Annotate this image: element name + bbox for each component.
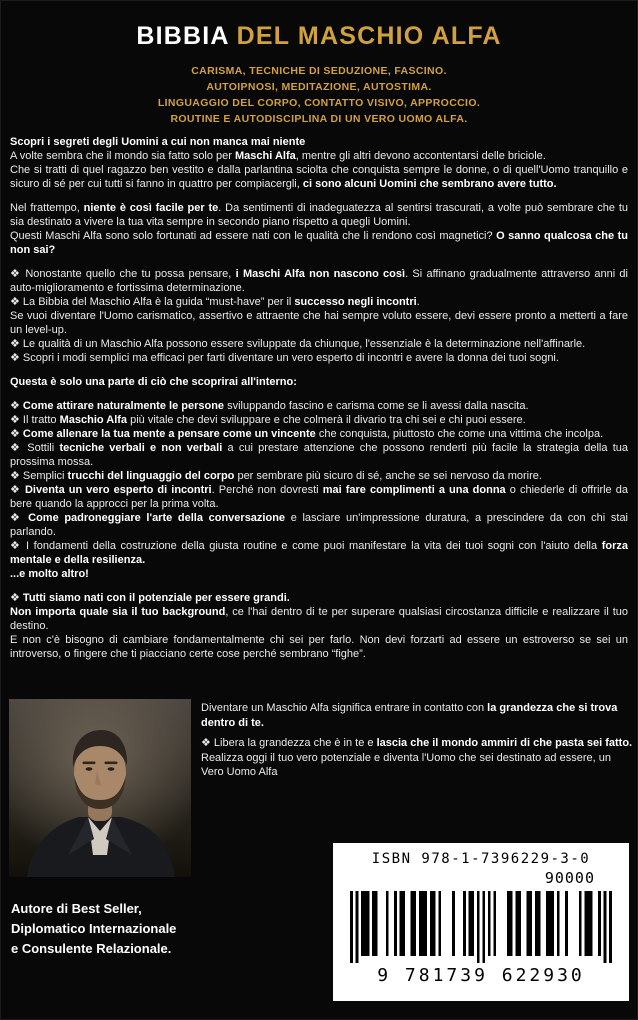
text-segment: ...e molto altro! xyxy=(10,568,89,580)
paragraph xyxy=(10,399,628,413)
paragraph xyxy=(10,511,628,539)
text-segment: Come attirare naturalmente le persone xyxy=(22,400,225,412)
text-segment: ❖ Libera la grandezza che è in te e xyxy=(201,737,377,749)
subtitle-line-3: LINGUAGGIO DEL CORPO, CONTATTO VISIVO, APPROCCIO. xyxy=(157,96,481,109)
paragraph xyxy=(10,539,628,567)
subtitle-line-1: CARISMA, TECNICHE DI SEDUZIONE, FASCINO. xyxy=(191,64,447,77)
price-code-text: 90000 xyxy=(544,869,595,887)
paragraph xyxy=(10,413,628,427)
text-segment: che conquista, piuttosto che come una vittima che incolpa. xyxy=(315,428,604,440)
author-line-3: e Consulente Relazionale. xyxy=(11,941,172,956)
paragraph xyxy=(10,591,628,605)
text-segment: Non importa quale sia il tuo background xyxy=(10,606,226,618)
text-segment: . Perché non dovresti xyxy=(211,484,323,496)
text-segment: lascia che il mondo ammiri di che pasta sei fatto. xyxy=(376,737,633,749)
text-segment: Diventa un vero esperto di incontri xyxy=(24,484,212,496)
book-title-part1: BIBBIA xyxy=(136,22,230,50)
paragraph xyxy=(201,701,633,730)
paragraph xyxy=(10,163,628,191)
text-segment: ❖ xyxy=(10,400,23,412)
text-segment: sviluppando fascino e carisma come se li avessi dalla nascita. xyxy=(224,400,529,412)
text-segment: Realizza oggi il tuo vero potenziale e diventa l'Uomo che sei destinato ad essere, un Vero Uomo Alfa xyxy=(201,751,611,778)
text-segment: più vitale che devi sviluppare e che colmerà il divario tra chi sei e chi puoi essere. xyxy=(127,414,526,426)
text-segment: Come allenare la tua mente a pensare come un vincente xyxy=(22,428,316,440)
text-segment: Diventare un Maschio Alfa significa entrare in contatto con xyxy=(201,702,488,714)
author-line-2: Diplomatico Internazionale xyxy=(11,921,177,936)
text-segment: ❖ La Bibbia del Maschio Alfa è la guida “must-have” per il xyxy=(10,296,295,308)
text-segment: ❖ Le qualità di un Maschio Alfa possono essere sviluppate da chiunque, l'essenziale è la determinazione nell'affinarle. xyxy=(10,338,586,350)
paragraph xyxy=(10,229,628,257)
author-photo xyxy=(9,699,191,877)
subtitle-line-2: AUTOIPNOSI, MEDITAZIONE, AUTOSTIMA. xyxy=(206,80,432,93)
paragraph xyxy=(201,736,633,751)
text-segment: tecniche verbali e non verbali xyxy=(59,442,223,454)
text-segment: i Maschi Alfa non nascono così xyxy=(235,268,406,280)
barcode-box xyxy=(333,843,629,1001)
paragraph xyxy=(10,469,628,483)
isbn-text: ISBN 978-1-7396229-3-0 xyxy=(371,851,591,867)
paragraph xyxy=(10,295,628,309)
paragraph xyxy=(10,351,628,365)
header xyxy=(1,23,637,127)
text-segment: A volte sembra che il mondo sia fatto solo per xyxy=(10,150,236,162)
text-segment: ❖ Scopri i modi semplici ma efficaci per farti diventare un vero esperto di incontri e avere la donna dei tuoi sogni. xyxy=(10,352,559,364)
paragraph xyxy=(10,267,628,295)
book-title xyxy=(1,23,637,51)
text-segment: la grandezza che si trova dentro di te. xyxy=(201,702,618,729)
subtitle-line-4: ROUTINE E AUTODISCIPLINA DI UN VERO UOMO ALFA. xyxy=(170,112,468,125)
text-segment: o chiederle di offrirle da bere quando la approcci per la prima volta. xyxy=(10,484,628,510)
text-segment: trucchi del linguaggio del corpo xyxy=(67,470,235,482)
text-segment: successo negli incontri xyxy=(294,296,417,308)
text-segment: ❖ I fondamenti della costruzione della giusta routine e come puoi manifestare la vita dei tuoi sogni con l'aiuto della xyxy=(10,540,602,552)
text-segment: O sanno qualcosa che tu non sai? xyxy=(10,230,628,256)
barcode-bars xyxy=(350,891,612,963)
paragraph xyxy=(10,149,628,163)
author-line-1: Autore di Best Seller, xyxy=(11,901,142,916)
text-segment: per sembrare più sicuro di sé, anche se sei nervoso da morire. xyxy=(234,470,542,482)
paragraph xyxy=(10,309,628,337)
paragraph xyxy=(10,135,628,149)
text-segment: mai fare complimenti a una donna xyxy=(322,484,506,496)
text-segment: ❖ Semplici xyxy=(10,470,68,482)
text-segment: Come padroneggiare l'arte della conversazione xyxy=(28,512,286,524)
text-segment: ❖ xyxy=(10,512,29,524)
text-segment: ci sono alcuni Uomini che sembrano avere tutto. xyxy=(302,178,557,190)
author-credentials xyxy=(11,899,211,959)
paragraph xyxy=(10,441,628,469)
text-segment: . xyxy=(416,296,420,308)
book-title-part2: DEL MASCHIO ALFA xyxy=(236,22,502,50)
paragraph xyxy=(10,201,628,229)
text-segment: niente è così facile per te xyxy=(83,202,219,214)
text-segment: , ce l'hai dentro di te per superare qualsiasi circostanza difficile e realizzare il tuo destino. xyxy=(10,606,628,632)
text-segment: forza mentale e della resilienza. xyxy=(10,540,628,566)
paragraph xyxy=(201,751,633,780)
text-segment: Maschi Alfa xyxy=(235,150,296,162)
paragraph xyxy=(10,337,628,351)
text-segment: , mentre gli altri devono accontentarsi delle briciole. xyxy=(295,150,546,162)
text-segment: ❖ xyxy=(10,484,25,496)
ean-number-text: 9 781739 622930 xyxy=(377,965,585,986)
text-segment: Questi Maschi Alfa sono solo fortunati ad essere nati con le qualità che li rendono così magnetici? xyxy=(10,230,497,242)
text-segment: ❖ xyxy=(10,428,23,440)
text-segment: ❖ xyxy=(10,592,23,604)
paragraph xyxy=(10,483,628,511)
man-portrait-illustration xyxy=(9,699,191,877)
text-segment: a cui prestare attenzione che possono renderti più facile la strategia della tua prossima mossa. xyxy=(10,442,628,468)
text-segment: ❖ Sottili xyxy=(10,442,60,454)
text-segment: Maschio Alfa xyxy=(59,414,128,426)
paragraph xyxy=(10,567,628,581)
text-segment: e lasciare un'impressione duratura, a prescindere da con chi stai parlando. xyxy=(10,512,628,538)
photo-side-copy xyxy=(201,701,633,780)
text-segment: Nel frattempo, xyxy=(10,202,84,214)
paragraph xyxy=(10,633,628,661)
text-segment: ❖ Il tratto xyxy=(10,414,60,426)
paragraph xyxy=(10,375,628,389)
text-segment: Tutti siamo nati con il potenziale per essere grandi. xyxy=(22,592,290,604)
text-segment: Che si tratti di quel ragazzo ben vestito e dalla parlantina sciolta che conquista sempre le donne, o di quell'Uomo tranquillo e sicuro di sé per cui tutti si fanno in quattro per compiacergli, xyxy=(10,164,628,190)
text-segment: Questa è solo una parte di ciò che scoprirai all'interno: xyxy=(10,376,297,388)
paragraph xyxy=(10,427,628,441)
text-segment: . Si affinano gradualmente attraverso anni di auto-miglioramento e fortissima determinazione. xyxy=(10,268,628,294)
text-segment: Se vuoi diventare l'Uomo carismatico, assertivo e attraente che hai sempre voluto essere, devi essere pronto a metterti a fare un level-up. xyxy=(10,310,628,336)
subtitle xyxy=(1,63,637,127)
text-segment: E non c'è bisogno di cambiare fondamentalmente chi sei per farlo. Non devi forzarti ad essere un estroverso se sei un introverso, o fingere che ti piacciano certe cose perché sembrano “fighe”. xyxy=(10,634,628,660)
text-segment: Scopri i segreti degli Uomini a cui non manca mai niente xyxy=(10,136,306,148)
body-copy xyxy=(10,135,628,695)
text-segment: ❖ Nonostante quello che tu possa pensare, xyxy=(10,268,236,280)
text-segment: . Da sentimenti di inadeguatezza al sentirsi trascurati, a volte può sembrare che tu sia destinato a vivere la tua vita sempre in secondo piano rispetto a quegli Uomini. xyxy=(10,202,628,228)
paragraph xyxy=(10,605,628,633)
